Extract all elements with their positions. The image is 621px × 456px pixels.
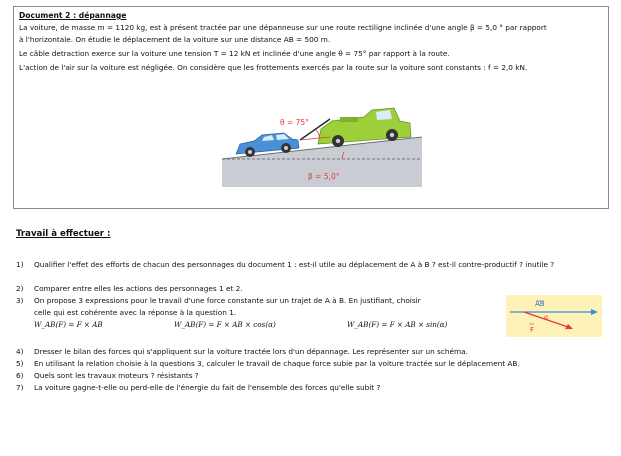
theta-label: θ = 75°: [280, 118, 309, 127]
question-text: Quels sont les travaux moteurs ? résistants ?: [34, 371, 199, 380]
question-text: Dresser le bilan des forces qui s'appliquent sur la voiture tractée lors d'un dépannage. Les représenter sur un schéma.: [34, 347, 468, 356]
question-text: La voiture gagne-t-elle ou perd-elle de l'énergie du fait de l'ensemble des forces qu'elle subit ?: [34, 383, 381, 392]
question-number: 7): [16, 383, 24, 392]
vector-f-label: F: [530, 326, 535, 334]
vector-diagram: [506, 295, 602, 337]
document-title: Document 2 : dépannage: [19, 11, 127, 20]
question-text: On propose 3 expressions pour le travail d'une force constante sur un trajet de A à B. En justifiant, choisir: [34, 296, 421, 305]
question-number: 2): [16, 284, 24, 293]
expression-1: W_AB(F) = F × AB: [34, 320, 103, 329]
expression-3: W_AB(F) = F × AB × sin(α): [347, 320, 448, 329]
question-number: 1): [16, 260, 24, 269]
question-text: En utilisant la relation choisie à la questions 3, calculer le travail de chaque force subie par la voiture tractée sur le déplacement AB.: [34, 359, 520, 368]
vector-ab-arrowhead: [591, 309, 598, 315]
vector-ab-label: AB: [535, 300, 545, 308]
paragraph-tension: Le câble detraction exerce sur la voiture une tension T = 12 kN et inclinée d'une angle θ = 75° par rapport à la route.: [19, 49, 450, 58]
tasks-title: Travail à effectuer :: [16, 229, 111, 239]
document-frame: [13, 6, 609, 209]
paragraph-mass: La voiture, de masse m = 1120 kg, est à présent tractée par une dépanneuse sur une route rectiligne inclinée d'une angle β = 5,0 ° par rapport: [19, 23, 547, 32]
expression-2: W_AB(F) = F × AB × cos(α): [174, 320, 276, 329]
question-text: Qualifier l'effet des efforts de chacun des personnages du document 1 : est-il utile au déplacement de A à B ? est-il contre-productif ? inutile ?: [34, 260, 555, 269]
question-number: 4): [16, 347, 24, 356]
question-number: 6): [16, 371, 24, 380]
theta-angle-arc: [316, 130, 319, 138]
question-number: 5): [16, 359, 24, 368]
paragraph-distance: à l'horizontale. On étudie le déplacement de la voiture sur une distance AB = 500 m.: [19, 35, 331, 44]
question-3-continuation: celle qui est cohérente avec la réponse à la question 1.: [34, 308, 237, 317]
beta-label: β = 5,0°: [308, 172, 340, 181]
paragraph-friction: L'action de l'air sur la voiture est négligée. On considère que les frottements exercés par la route sur la voiture sont constants : f = 2,0 kN.: [19, 63, 528, 72]
angle-alpha-label: α: [544, 313, 549, 321]
question-text: Comparer entre elles les actions des personnages 1 et 2.: [34, 284, 243, 293]
tow-truck-illustration: [222, 107, 422, 187]
question-number: 3): [16, 296, 24, 305]
